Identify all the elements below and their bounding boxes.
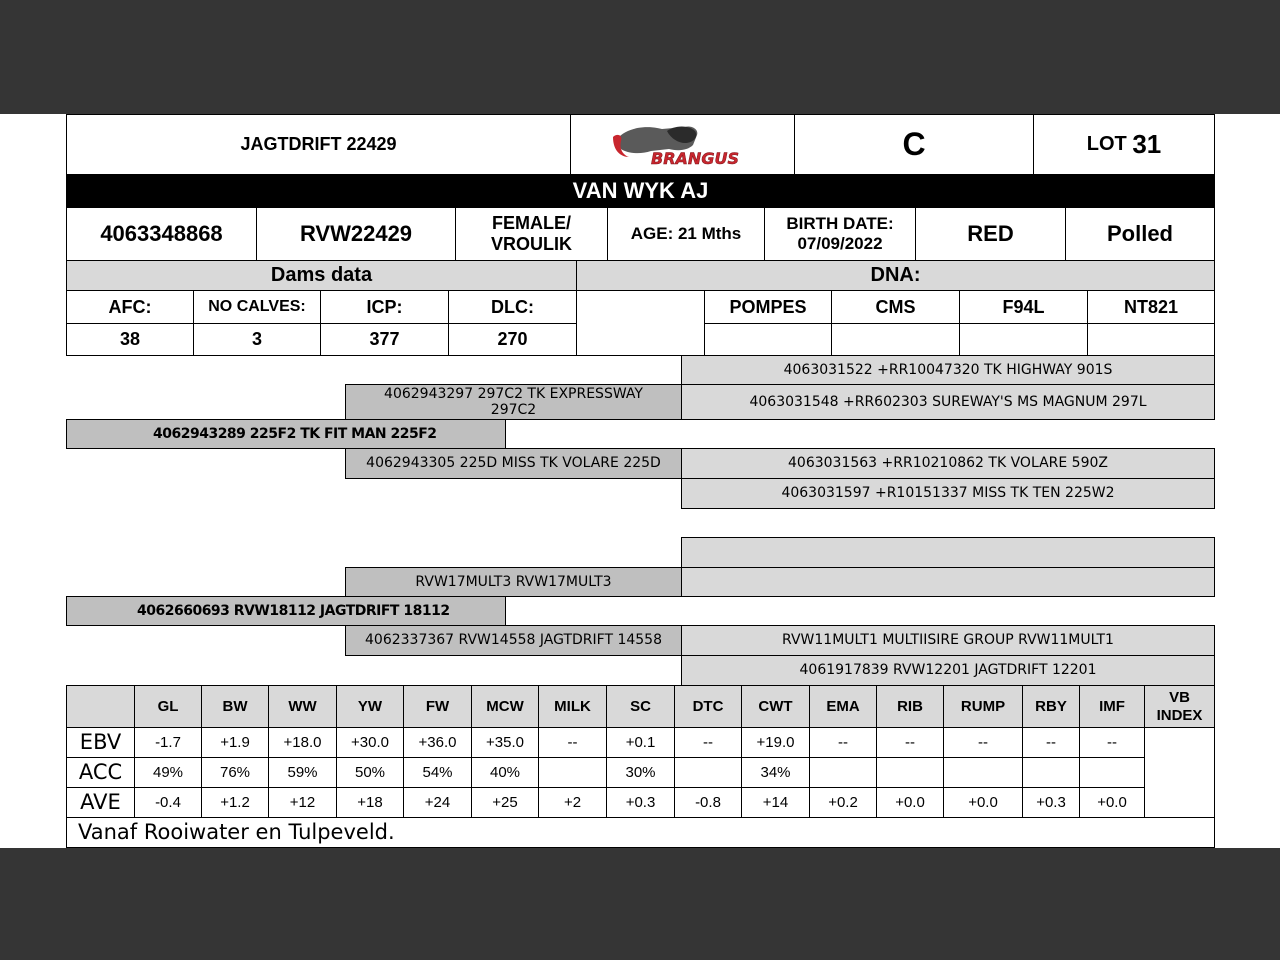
ebv-cell-acc-yw: 50% — [336, 757, 404, 788]
dams-header-icp: ICP: — [320, 290, 449, 324]
ebv-cell-ave-dtc: -0.8 — [674, 787, 742, 818]
pedigree-sdd: 4063031597 +R10151337 MISS TK TEN 225W2 — [681, 478, 1215, 509]
ebv-col-ema: EMA — [809, 685, 877, 728]
dna-value-pompes — [704, 323, 832, 356]
vb-index-line2: INDEX — [1156, 706, 1203, 724]
pedigree-dam-sire: RVW17MULT3 RVW17MULT3 — [345, 567, 682, 597]
birth-date — [764, 207, 916, 261]
age: AGE: 21 Mths — [607, 207, 765, 261]
dams-value-dlc: 270 — [448, 323, 577, 356]
dna-title: DNA: — [576, 260, 1215, 291]
herd-id: RVW22429 — [256, 207, 456, 261]
ebv-col-rump: RUMP — [943, 685, 1023, 728]
ebv-cell-acc-ema — [809, 757, 877, 788]
sex-line1: FEMALE/ — [492, 213, 571, 234]
lot-number: 31 — [1132, 128, 1162, 159]
ebv-cell-ave-ww: +12 — [268, 787, 337, 818]
ebv-cell-ebv-sc: +0.1 — [606, 727, 675, 758]
ebv-cell-ebv-yw: +30.0 — [336, 727, 404, 758]
lot-label: LOT — [1086, 133, 1127, 155]
ebv-col-fw: FW — [403, 685, 472, 728]
ebv-cell-ave-milk: +2 — [538, 787, 607, 818]
pedigree-dam-dam: 4062337367 RVW14558 JAGTDRIFT 14558 — [345, 625, 682, 656]
ebv-cell-acc-bw: 76% — [201, 757, 269, 788]
ebv-col-milk: MILK — [538, 685, 607, 728]
ebv-cell-acc-mcw: 40% — [471, 757, 539, 788]
ebv-cell-acc-fw: 54% — [403, 757, 472, 788]
pedigree-sire-dam: 4062943305 225D MISS TK VOLARE 225D — [345, 448, 682, 479]
sex — [455, 207, 608, 261]
ebv-cell-acc-milk — [538, 757, 607, 788]
ebv-row-label-ave: AVE — [66, 787, 135, 818]
pedigree-sds: 4063031563 +RR10210862 TK VOLARE 590Z — [681, 448, 1215, 479]
ebv-cell-acc-rby — [1022, 757, 1080, 788]
ebv-cell-ebv-mcw: +35.0 — [471, 727, 539, 758]
dna-value-cms — [831, 323, 960, 356]
dams-value-calves: 3 — [193, 323, 321, 356]
ebv-col-ww: WW — [268, 685, 337, 728]
dna-value-f94l — [959, 323, 1088, 356]
ebv-row-label-ebv: EBV — [66, 727, 135, 758]
dna-header-nt821: NT821 — [1087, 290, 1215, 324]
horn-status: Polled — [1065, 207, 1215, 261]
dams-header-dlc: DLC: — [448, 290, 577, 324]
pedigree-ddd: 4061917839 RVW12201 JAGTDRIFT 12201 — [681, 655, 1215, 686]
ebv-cell-ave-rby: +0.3 — [1022, 787, 1080, 818]
ebv-row-label-acc: ACC — [66, 757, 135, 788]
lot-cell — [1033, 114, 1215, 175]
grade: C — [794, 114, 1034, 175]
ebv-cell-ave-ema: +0.2 — [809, 787, 877, 818]
animal-name: JAGTDRIFT 22429 — [66, 114, 571, 175]
ebv-cell-ebv-ema: -- — [809, 727, 877, 758]
ebv-cell-ave-gl: -0.4 — [134, 787, 202, 818]
ebv-cell-ave-imf: +0.0 — [1079, 787, 1145, 818]
dams-value-afc: 38 — [66, 323, 194, 356]
ebv-col-imf: IMF — [1079, 685, 1145, 728]
pedigree-ssd: 4063031548 +RR602303 SUREWAY'S MS MAGNUM 297L — [681, 384, 1215, 420]
ebv-cell-ebv-bw: +1.9 — [201, 727, 269, 758]
pedigree-sire: 4062943289 225F2 TK FIT MAN 225F2 — [66, 419, 506, 449]
ebv-corner — [66, 685, 135, 728]
ebv-cell-ebv-cwt: +19.0 — [741, 727, 810, 758]
ebv-cell-acc-rump — [943, 757, 1023, 788]
dams-title: Dams data — [66, 260, 577, 291]
ebv-cell-ave-sc: +0.3 — [606, 787, 675, 818]
ebv-cell-ebv-dtc: -- — [674, 727, 742, 758]
pedigree-dss — [681, 537, 1215, 568]
ebv-col-rby: RBY — [1022, 685, 1080, 728]
pedigree-sire-sire: 4062943297 297C2 TK EXPRESSWAY 297C2 — [345, 384, 682, 420]
dams-value-icp: 377 — [320, 323, 449, 356]
ebv-cell-ave-bw: +1.2 — [201, 787, 269, 818]
ebv-cell-ebv-rib: -- — [876, 727, 944, 758]
ebv-col-cwt: CWT — [741, 685, 810, 728]
ebv-cell-acc-rib — [876, 757, 944, 788]
ebv-cell-acc-cwt: 34% — [741, 757, 810, 788]
ebv-cell-ave-fw: +24 — [403, 787, 472, 818]
ebv-col-yw: YW — [336, 685, 404, 728]
ebv-col-dtc: DTC — [674, 685, 742, 728]
ebv-col-sc: SC — [606, 685, 675, 728]
ebv-col-rib: RIB — [876, 685, 944, 728]
dna-value-nt821 — [1087, 323, 1215, 356]
ebv-cell-acc-gl: 49% — [134, 757, 202, 788]
ebv-cell-ebv-milk: -- — [538, 727, 607, 758]
ebv-col-mcw: MCW — [471, 685, 539, 728]
dna-header-pompes: POMPES — [704, 290, 832, 324]
dna-header-f94l: F94L — [959, 290, 1088, 324]
ebv-cell-ebv-rby: -- — [1022, 727, 1080, 758]
dna-header-cms: CMS — [831, 290, 960, 324]
ebv-cell-ebv-gl: -1.7 — [134, 727, 202, 758]
ebv-cell-ebv-ww: +18.0 — [268, 727, 337, 758]
vb-index-value — [1144, 727, 1215, 818]
vb-index-line1: VB — [1169, 689, 1190, 707]
sex-line2: VROULIK — [491, 234, 572, 254]
ebv-cell-ebv-fw: +36.0 — [403, 727, 472, 758]
dna-blank — [576, 290, 705, 356]
ebv-cell-ave-yw: +18 — [336, 787, 404, 818]
logo-cell — [570, 114, 795, 175]
ebv-cell-ave-cwt: +14 — [741, 787, 810, 818]
pedigree-dam: 4062660693 RVW18112 JAGTDRIFT 18112 — [66, 596, 506, 626]
ebv-cell-ebv-imf: -- — [1079, 727, 1145, 758]
birth-date-value: 07/09/2022 — [797, 234, 883, 253]
ebv-cell-ave-rib: +0.0 — [876, 787, 944, 818]
birth-date-label: BIRTH DATE: — [786, 214, 894, 234]
ebv-cell-acc-sc: 30% — [606, 757, 675, 788]
id-number: 4063348868 — [66, 207, 257, 261]
colour: RED — [915, 207, 1066, 261]
ebv-col-vb-index — [1144, 685, 1215, 728]
dams-header-afc: AFC: — [66, 290, 194, 324]
brangus-logo — [607, 121, 759, 169]
ebv-cell-acc-dtc — [674, 757, 742, 788]
footer-note: Vanaf Rooiwater en Tulpeveld. — [66, 817, 1215, 848]
logo-text: BRANGUS — [650, 148, 739, 168]
ebv-col-gl: GL — [134, 685, 202, 728]
ebv-cell-ave-rump: +0.0 — [943, 787, 1023, 818]
ebv-cell-ebv-rump: -- — [943, 727, 1023, 758]
breeder-name: VAN WYK AJ — [66, 175, 1215, 207]
pedigree-sss: 4063031522 +RR10047320 TK HIGHWAY 901S — [681, 355, 1215, 385]
ebv-col-bw: BW — [201, 685, 269, 728]
ebv-cell-acc-imf — [1079, 757, 1145, 788]
ebv-cell-ave-mcw: +25 — [471, 787, 539, 818]
ebv-cell-acc-ww: 59% — [268, 757, 337, 788]
pedigree-dds: RVW11MULT1 MULTIISIRE GROUP RVW11MULT1 — [681, 625, 1215, 656]
pedigree-dsd — [681, 567, 1215, 597]
dams-header-calves: NO CALVES: — [193, 290, 321, 324]
